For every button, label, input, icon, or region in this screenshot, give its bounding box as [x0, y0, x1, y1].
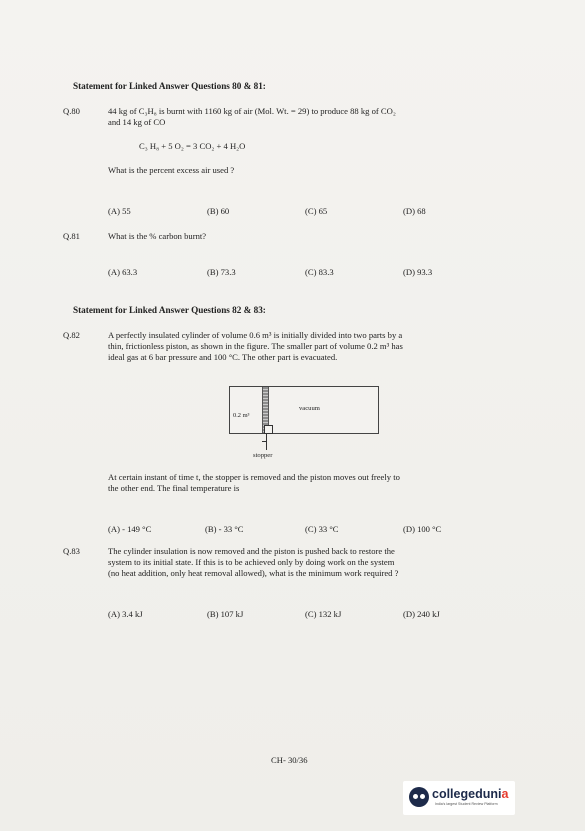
- q80-option-d: (D) 68: [403, 206, 426, 216]
- q82-option-b: (B) - 33 °C: [205, 524, 244, 534]
- q80-equation: C₃ H₈ + 5 O₂ = 3 CO₂ + 4 H₂O: [139, 141, 246, 151]
- q83-text-line3: (no heat addition, only heat removal allowed), what is the minimum work required ?: [108, 568, 399, 578]
- logo-tagline: India's largest Student Review Platform: [435, 802, 498, 806]
- stopper-label: stopper: [253, 452, 273, 459]
- q82-text-line2: thin, frictionless piston, as shown in the figure. The smaller part of volume 0.2 m³ has: [108, 341, 403, 351]
- q83-text-line1: The cylinder insulation is now removed and the piston is pushed back to restore the: [108, 546, 395, 556]
- collegedunia-logo: [403, 781, 515, 815]
- stopper-pointer-tick: [262, 441, 267, 442]
- q80-text-line2: and 14 kg of CO: [108, 117, 166, 127]
- q82-option-a: (A) - 149 °C: [108, 524, 152, 534]
- q80-option-c: (C) 65: [305, 206, 328, 216]
- q82-after-line1: At certain instant of time t, the stopper is removed and the piston moves out freely to: [108, 472, 400, 482]
- owl-icon: [409, 787, 429, 807]
- q81-option-a: (A) 63.3: [108, 267, 138, 277]
- q82-after-line2: the other end. The final temperature is: [108, 483, 240, 493]
- q82-option-d: (D) 100 °C: [403, 524, 442, 534]
- q82-text-line1: A perfectly insulated cylinder of volume 0.6 m³ is initially divided into two parts by a: [108, 330, 403, 340]
- q80-prompt: What is the percent excess air used ?: [108, 165, 235, 175]
- q83-text-line2: system to its initial state. If this is to be achieved only by doing work on the system: [108, 557, 395, 567]
- page-number: CH- 30/36: [271, 755, 308, 765]
- q81-option-c: (C) 83.3: [305, 267, 334, 277]
- question-number-83: Q.83: [63, 546, 80, 556]
- q83-option-b: (B) 107 kJ: [207, 609, 244, 619]
- logo-name: collegedunia: [432, 787, 509, 801]
- section-heading-82-83: Statement for Linked Answer Questions 82 & 83:: [73, 305, 266, 315]
- q83-option-a: (A) 3.4 kJ: [108, 609, 143, 619]
- q83-option-c: (C) 132 kJ: [305, 609, 342, 619]
- question-number-81: Q.81: [63, 231, 80, 241]
- q83-option-d: (D) 240 kJ: [403, 609, 440, 619]
- cylinder-diagram: [229, 386, 379, 434]
- q81-option-b: (B) 73.3: [207, 267, 236, 277]
- question-number-80: Q.80: [63, 106, 80, 116]
- q80-text-line1: 44 kg of C₃H₈ is burnt with 1160 kg of air (Mol. Wt. = 29) to produce 88 kg of CO₂: [108, 106, 396, 116]
- q81-text: What is the % carbon burnt?: [108, 231, 207, 241]
- q80-option-a: (A) 55: [108, 206, 131, 216]
- section-heading-80-81: Statement for Linked Answer Questions 80 & 81:: [73, 81, 266, 91]
- q82-text-line3: ideal gas at 6 bar pressure and 100 °C. The other part is evacuated.: [108, 352, 338, 362]
- gas-volume-label: 0.2 m³: [233, 412, 250, 419]
- vacuum-label: vacuum: [299, 405, 320, 412]
- q80-option-b: (B) 60: [207, 206, 230, 216]
- q81-option-d: (D) 93.3: [403, 267, 433, 277]
- question-number-82: Q.82: [63, 330, 80, 340]
- q82-option-c: (C) 33 °C: [305, 524, 339, 534]
